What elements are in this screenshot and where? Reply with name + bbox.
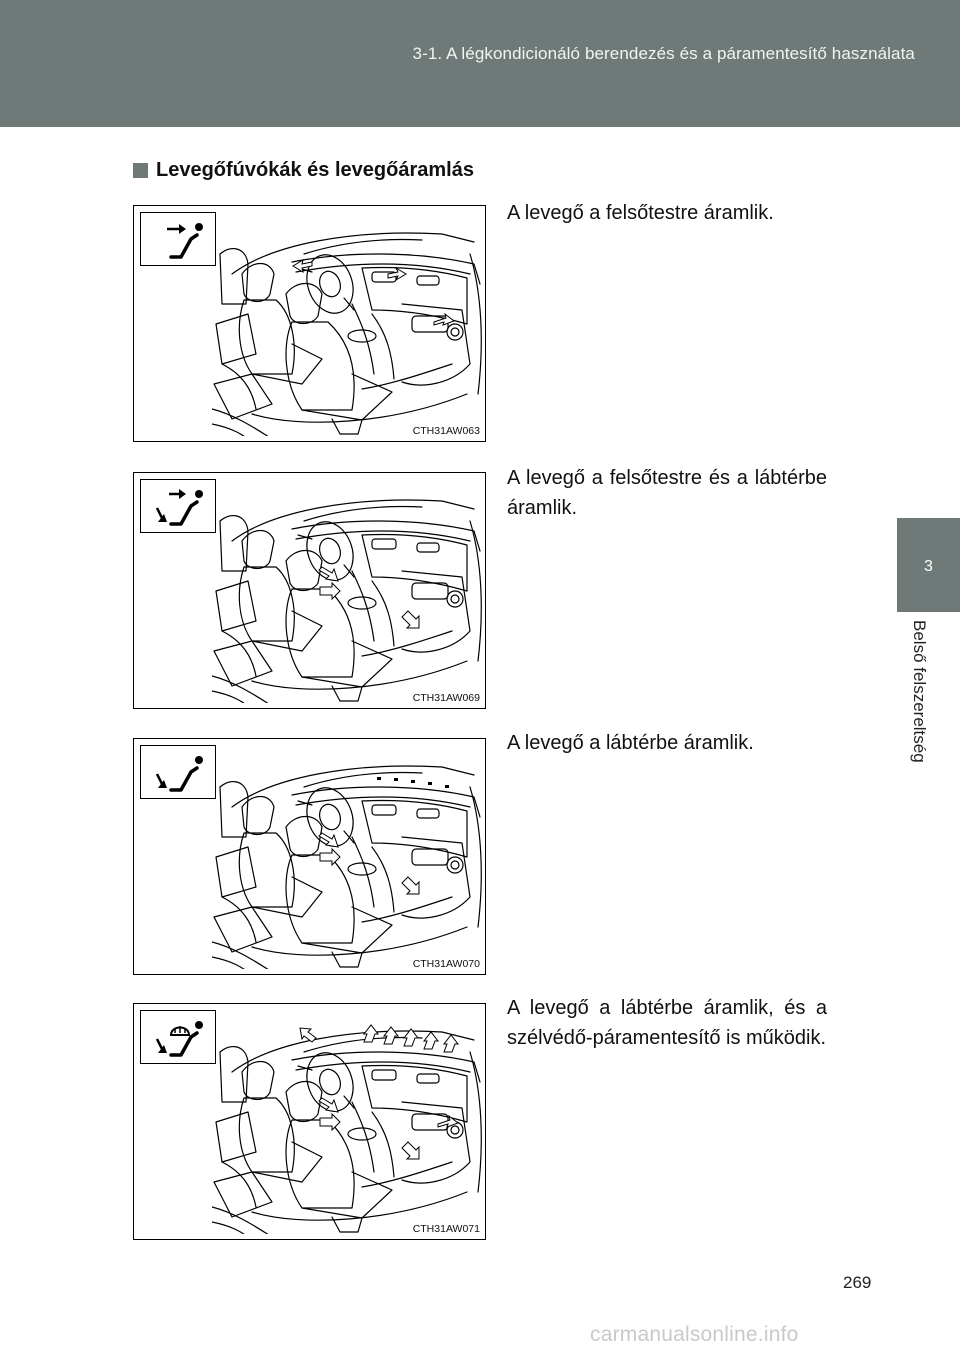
chapter-number: 3: [924, 558, 933, 575]
chapter-label: [908, 620, 930, 800]
face-vent-icon: [140, 212, 216, 266]
header-title: 3-1. A légkondicionáló berendezés és a páramentesítő használata: [412, 44, 915, 63]
section-heading-text: Levegőfúvókák és levegőáramlás: [156, 159, 474, 181]
square-bullet-icon: [133, 163, 148, 178]
airflow-figure-face: [133, 205, 486, 442]
airflow-figure-foot: [133, 738, 486, 975]
bi-level-vent-icon: [140, 479, 216, 533]
mode-description: A levegő a lábtérbe áramlik.: [507, 732, 754, 754]
mode-description: A levegő a felsőtestre és a lábtérbe áramlik.: [507, 467, 827, 519]
figure-code: CTH31AW063: [412, 425, 480, 437]
car-interior-illustration: [212, 481, 484, 703]
car-interior-illustration: [212, 747, 484, 969]
airflow-figure-bi-level: [133, 472, 486, 709]
airflow-figure-foot-defrost: [133, 1003, 486, 1240]
foot-defrost-vent-icon: [140, 1010, 216, 1064]
figure-code: CTH31AW071: [412, 1223, 480, 1235]
chapter-label-text: Belső felszereltség: [910, 620, 929, 763]
car-interior-illustration: [212, 214, 484, 436]
chapter-tab: [897, 518, 960, 612]
figure-code: CTH31AW069: [412, 692, 480, 704]
car-interior-illustration: [212, 1012, 484, 1234]
mode-description: A levegő a felsőtestre áramlik.: [507, 202, 774, 224]
mode-description: A levegő a lábtérbe áramlik, és a szélvédő-páramentesítő is működik.: [507, 997, 827, 1049]
foot-vent-icon: [140, 745, 216, 799]
section-heading: [133, 159, 474, 182]
figure-code: CTH31AW070: [412, 958, 480, 970]
page-header: [0, 0, 960, 127]
watermark: carmanualsonline.info: [590, 1323, 799, 1346]
page-number: 269: [843, 1273, 872, 1292]
